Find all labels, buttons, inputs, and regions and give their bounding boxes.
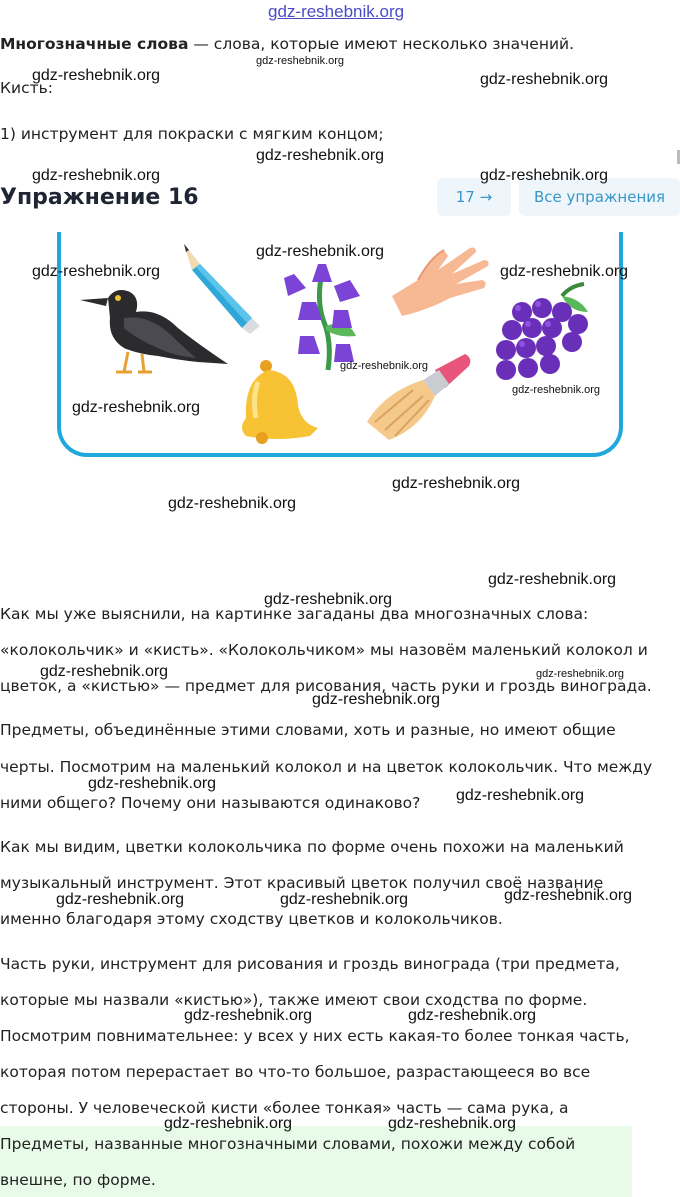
answer-line: Как мы уже выяснили, на картинке загаданы два многозначных слова: [0,605,589,623]
watermark: gdz-reshebnik.org [32,263,161,280]
watermark-link[interactable]: gdz-reshebnik.org [268,2,405,21]
answer-line: именно благодаря этому сходству цветков и колокольчиков. [0,910,503,928]
next-exercise-number: 17 [455,188,475,206]
hand-icon [388,240,498,320]
all-exercises-button[interactable]: Все упражнения [519,178,680,216]
watermark: gdz-reshebnik.org [280,891,409,908]
watermark: gdz-reshebnik.org [32,67,161,84]
watermark: gdz-reshebnik.org [256,147,385,164]
watermark: gdz-reshebnik.org [408,1007,537,1024]
watermark: gdz-reshebnik.org [256,55,345,67]
watermark: gdz-reshebnik.org [88,775,217,792]
answer-line: ними общего? Почему они называются одинаково? [0,794,421,812]
answer-line: Часть руки, инструмент для рисования и гроздь винограда (три предмета, [0,955,620,973]
answer-line: Предметы, объединённые этими словами, хоть и разные, но имеют общие [0,721,616,739]
watermark: gdz-reshebnik.org [512,384,601,396]
definition-text: — слова, которые имеют несколько значений. [188,35,575,53]
answer-line: которая потом перерастает во что-то большое, разрастающееся во все [0,1063,591,1081]
answer-line: стороны. У человеческой кисти «более тонкая» часть — сама рука, а [0,1099,569,1117]
watermark: gdz-reshebnik.org [504,887,633,904]
grapes-icon [492,282,598,388]
answer-line: Как мы видим, цветки колокольчика по форме очень похожи на маленький [0,838,624,856]
answer-line: цветок, а «кистью» — предмет для рисования, часть руки и гроздь винограда. [0,677,652,695]
answer-line: которые мы назвали «кистью»), также имеют свои сходства по форме. [0,991,588,1009]
watermark: gdz-reshebnik.org [184,1007,313,1024]
definition-word: Кисть: [0,79,53,97]
definition-meaning: 1) инструмент для покраски с мягким концом; [0,125,384,143]
watermark: gdz-reshebnik.org [256,243,385,260]
answer-line: Посмотрим повнимательнее: у всех у них есть какая-то более тонкая часть, [0,1027,630,1045]
definition-line [0,35,574,53]
watermark: gdz-reshebnik.org [340,360,429,372]
watermark: gdz-reshebnik.org [56,891,185,908]
pencil-icon [180,240,265,335]
exercise-title: Упражнение 16 [0,185,199,210]
watermark: gdz-reshebnik.org [40,663,169,680]
watermark: gdz-reshebnik.org [488,571,617,588]
watermark: gdz-reshebnik.org [264,591,393,608]
answer-line: «колокольчик» и «кисть». «Колокольчиком» мы назовём маленький колокол и [0,641,648,659]
watermark: gdz-reshebnik.org [480,167,609,184]
watermark: gdz-reshebnik.org [388,1115,517,1132]
conclusion-line: Предметы, названные многозначными словами, похожи между собой [0,1135,576,1153]
conclusion-line: внешне, по форме. [0,1171,156,1189]
watermark: gdz-reshebnik.org [536,668,625,680]
answer-line: черты. Посмотрим на маленький колокол и на цветок колокольчик. Что между [0,758,653,776]
watermark: gdz-reshebnik.org [500,263,629,280]
arrow-right-icon: → [479,188,493,206]
watermark: gdz-reshebnik.org [164,1115,293,1132]
bell-icon [232,358,322,446]
answer-line: музыкальный инструмент. Этот красивый цветок получил своё название [0,874,604,892]
watermark: gdz-reshebnik.org [32,167,161,184]
watermark: gdz-reshebnik.org [480,71,609,88]
watermark: gdz-reshebnik.org [392,475,521,492]
watermark: gdz-reshebnik.org [312,691,441,708]
watermark: gdz-reshebnik.org [456,787,585,804]
bellflower-icon [272,262,372,372]
definition-term: Многозначные слова [0,35,189,53]
watermark: gdz-reshebnik.org [168,495,297,512]
watermark: gdz-reshebnik.org [72,399,201,416]
